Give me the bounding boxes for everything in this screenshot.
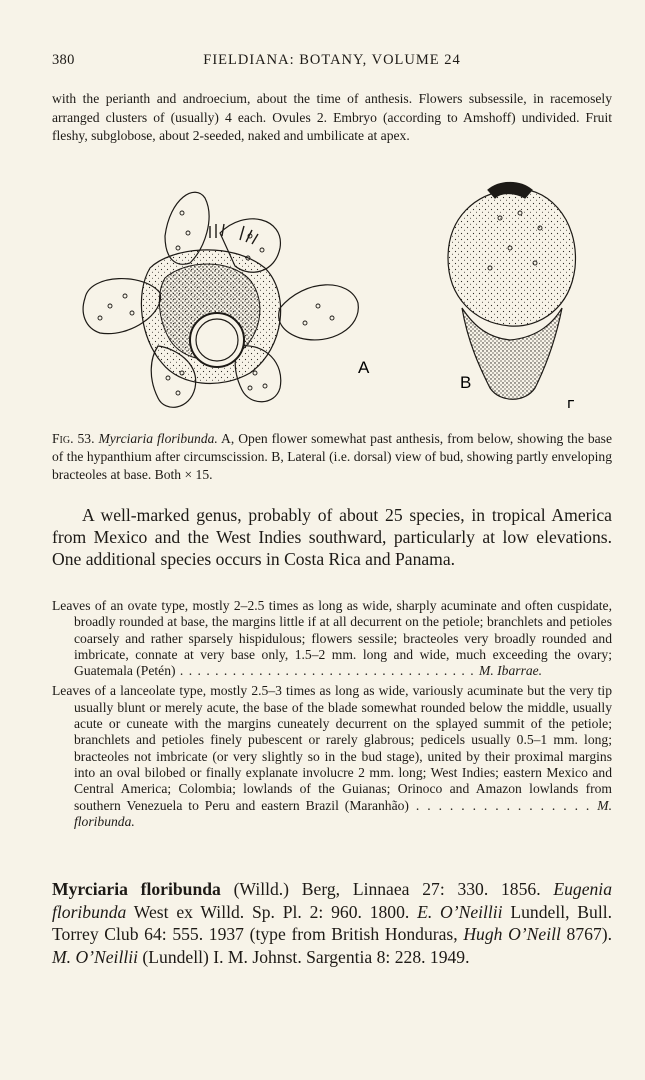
collector: Hugh O’Neill xyxy=(463,924,561,944)
top-paragraph: with the perianth and androecium, about the time of anthesis. Flowers subsessile, in racemosely arranged clusters of (usually) 4 each. Ovules 2. Embryo (according to Amshoff) undivided. Fruit fleshy, subglobose, about 2-seeded, naked and umbilicate at apex. xyxy=(52,91,612,143)
synonym-1-ref: West ex Willd. Sp. Pl. 2: 960. 1800. xyxy=(126,901,418,922)
figure-53 xyxy=(70,178,600,416)
caption-species: Myrciaria floribunda. xyxy=(98,431,218,446)
key-taxon: M. floribunda. xyxy=(74,797,612,829)
synonym-3: M. O’Neillii xyxy=(52,946,139,967)
figure-label-a: A xyxy=(358,358,370,377)
caption-text: A, Open flower somewhat past anthesis, from below, showing the base of the hypanthium after circumscission. B, Lateral (i.e. dorsal) view of bud, showing partly enveloping bracteoles at base. Both × 15. xyxy=(52,431,613,482)
key-leader-dots: . . . . . . . . . . . . . . . . xyxy=(408,797,598,813)
page-number: 380 xyxy=(52,52,75,68)
botanical-illustration xyxy=(70,178,600,416)
synonym-2-ref: Lundell, Bull. Torrey Club 64: 555. 1937 (type from British Honduras, xyxy=(52,901,613,944)
running-title: FIELDIANA: BOTANY, VOLUME 24 xyxy=(203,52,461,68)
figure-caption xyxy=(52,430,612,484)
bud-b-drawing xyxy=(448,183,575,400)
collector-ref: 8767). xyxy=(560,924,612,944)
species-key xyxy=(52,598,612,834)
running-header xyxy=(52,52,612,72)
figure-label-b: B xyxy=(460,373,472,392)
synonym-2: E. O’Neillii xyxy=(417,901,503,922)
key-taxon: M. Ibarrae. xyxy=(479,663,543,679)
caption-fig-label: Fig. 53. xyxy=(52,431,95,446)
key-entry xyxy=(52,598,612,679)
key-leader-dots: . . . . . . . . . . . . . . . . . . . . . . . . . . . . . . . . . . xyxy=(175,663,480,679)
artist-mark: ᴦ xyxy=(567,396,576,412)
species-name: Myrciaria floribunda xyxy=(52,879,221,899)
species-authority: (Willd.) Berg, Linnaea 27: 330. 1856. xyxy=(220,879,554,899)
intro-paragraph: A well-marked genus, probably of about 25 species, in tropical America from Mexico and the West Indies southward, particularly at low elevations. One additional species occurs in Costa Rica and Panama. xyxy=(52,505,612,569)
key-entry xyxy=(52,683,612,830)
species-entry xyxy=(52,878,612,968)
key-text: Leaves of a lanceolate type, mostly 2.5–3 times as long as wide, variously acuminate but the very tip usually blunt or merely acute, the base of the blade somewhat rounded below the middle, usually acute or cuneate with the margins cuneately decurrent on the splayed summit of the petiole; branchlets and petioles finely pubescent or rarely glabrous; pedicels usually 0.5–1 mm. long; bracteoles not imbricate (or very slightly so in the bud stage), united by their proximal margins into an oval bilobed or finally explanate involucre 2 mm. long; West Indies; eastern Mexico and Central America; Colombia; lowlands of the Guianas; Orinoco and Amazon lowlands from southern Venezuela to Peru and eastern Brazil (Maranhão) xyxy=(52,683,612,813)
synonym-1: Eugenia floribunda xyxy=(52,879,612,922)
key-text: Leaves of an ovate type, mostly 2–2.5 times as long as wide, sharply acuminate and often cuspidate, broadly rounded at base, the margins little if at all decurrent on the petiole; branchlets and petioles coarsely and rather sparsely hispidulous; flowers sessile; bracteoles very broadly rounded and imbricate, connate at very base only, 1.5–2 mm. long and wide, much exceeding the ovary; Guatemala (Petén) xyxy=(52,598,612,679)
flower-a-drawing xyxy=(83,192,358,407)
synonym-3-ref: (Lundell) I. M. Johnst. Sargentia 8: 228. 1949. xyxy=(138,946,470,967)
